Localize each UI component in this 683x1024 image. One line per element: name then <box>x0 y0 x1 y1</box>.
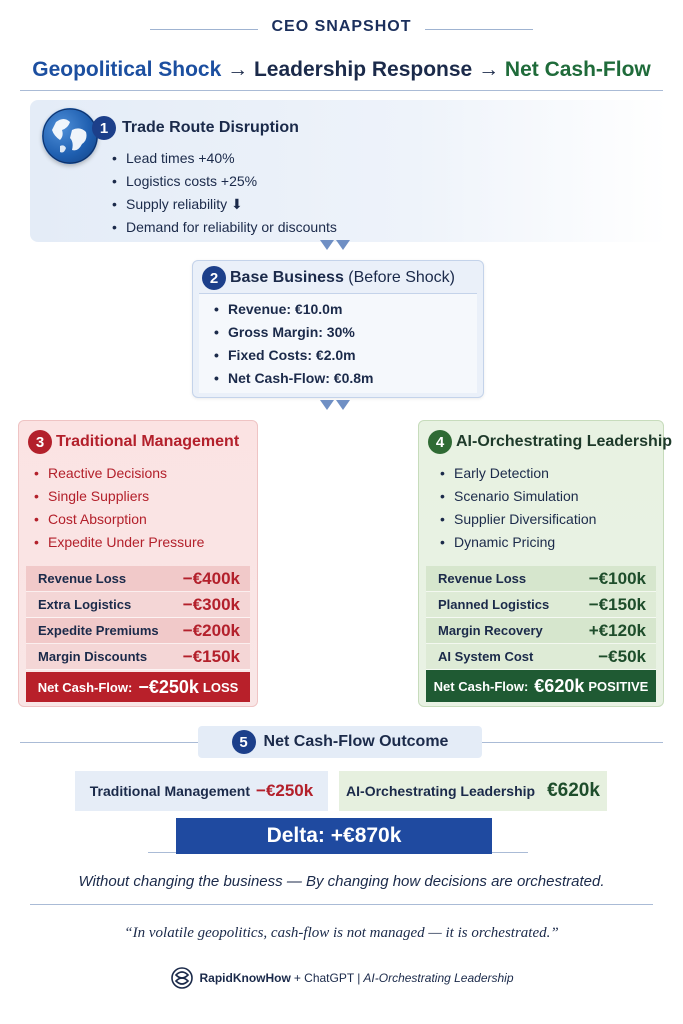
headline-part-shock: Geopolitical Shock <box>32 58 222 81</box>
section-2-title <box>202 266 455 290</box>
outcome-ai <box>339 771 607 811</box>
base-business-list <box>212 298 373 390</box>
outcome-label: Traditional Management <box>89 783 251 799</box>
row-value: −€200k <box>182 620 240 640</box>
step-number-badge: 1 <box>92 116 116 140</box>
list-item: • Expedite Under Pressure <box>32 531 204 554</box>
page-headline <box>0 58 683 82</box>
table-row <box>426 644 656 670</box>
list-item: • Early Detection <box>438 462 596 485</box>
row-label: Expedite Premiums <box>38 623 159 638</box>
quote-rule <box>30 904 653 905</box>
headline-part-cashflow: Net Cash-Flow <box>504 58 651 81</box>
table-row <box>426 566 656 592</box>
row-label: Revenue Loss <box>38 571 127 586</box>
row-label: Margin Discounts <box>38 649 148 664</box>
table-row <box>426 618 656 644</box>
list-item: • Scenario Simulation <box>438 485 596 508</box>
row-value: −€150k <box>588 594 646 614</box>
row-value: −€300k <box>182 594 240 614</box>
list-item: • Demand for reliability or discounts <box>110 216 337 239</box>
table-row <box>26 618 250 644</box>
outcome-rule-right <box>482 742 663 743</box>
footer-plus: + ChatGPT | <box>293 971 361 985</box>
footer <box>0 966 683 990</box>
row-label: Planned Logistics <box>438 597 550 612</box>
section-1-title-text: Trade Route Disruption <box>122 119 299 137</box>
step-number-badge: 5 <box>232 730 256 754</box>
outcome-value: €620k <box>547 780 600 801</box>
footer-brand: RapidKnowHow <box>199 971 291 985</box>
list-item: • Reactive Decisions <box>32 462 204 485</box>
table-row <box>26 592 250 618</box>
outcome-rule-left <box>20 742 198 743</box>
tagline: Without changing the business — By changing how decisions are orchestrated. <box>78 873 605 890</box>
footer-tag: AI-Orchestrating Leadership <box>363 971 514 985</box>
list-item: • Single Suppliers <box>32 485 204 508</box>
row-label: Margin Recovery <box>438 623 543 638</box>
list-item: • Net Cash-Flow: €0.8m <box>212 367 373 390</box>
closing-quote: “In volatile geopolitics, cash-flow is not managed — it is orchestrated.” <box>124 925 559 941</box>
headline-arrow-icon: → <box>227 58 249 81</box>
section-3-title <box>28 430 239 454</box>
step-number-badge: 3 <box>28 430 52 454</box>
list-item: • Lead times +40% <box>110 147 337 170</box>
section-4-title <box>428 430 672 454</box>
section-1-title <box>92 116 299 140</box>
section-3-title-text: Traditional Management <box>56 433 240 451</box>
globe-icon <box>42 108 98 164</box>
list-item: • Dynamic Pricing <box>438 531 596 554</box>
list-item: • Cost Absorption <box>32 508 204 531</box>
disruption-list <box>110 147 337 239</box>
row-value: −€400k <box>182 568 240 588</box>
outcome-value: −€250k <box>256 781 314 800</box>
step-number-badge: 2 <box>202 266 226 290</box>
ai-net-cashflow <box>426 670 656 702</box>
section-4-title-text: AI-Orchestrating Leadership <box>456 433 673 451</box>
flow-chevron-icon <box>318 240 352 252</box>
list-item: • Supply reliability ⬇ <box>110 193 337 216</box>
outcome-traditional <box>75 771 328 811</box>
traditional-net-cashflow <box>26 672 250 702</box>
knot-logo-icon <box>170 966 194 990</box>
section-2-title-rest: (Before Shock) <box>343 269 455 287</box>
table-row <box>26 644 250 670</box>
table-row <box>426 592 656 618</box>
net-label: Net Cash-Flow: <box>433 678 529 694</box>
headline-rule <box>20 90 663 91</box>
list-item: • Fixed Costs: €2.0m <box>212 344 373 367</box>
net-tag: LOSS <box>202 679 239 695</box>
section-5-title <box>198 726 482 758</box>
row-value: +€120k <box>588 620 646 640</box>
ai-impact-table <box>426 566 656 670</box>
row-label: Extra Logistics <box>38 597 132 612</box>
page-kicker: CEO SNAPSHOT <box>271 18 412 35</box>
traditional-approach-list <box>32 462 204 554</box>
step-number-badge: 4 <box>428 430 452 454</box>
outcome-label: AI-Orchestrating Leadership <box>346 783 536 799</box>
row-value: −€150k <box>182 646 240 666</box>
net-tag: POSITIVE <box>588 678 649 694</box>
row-value: −€100k <box>588 568 646 588</box>
net-value: −€250k <box>138 676 199 697</box>
headline-part-response: Leadership Response <box>253 58 473 81</box>
ai-approach-list <box>438 462 596 554</box>
traditional-impact-table <box>26 566 250 670</box>
flow-chevron-icon <box>318 400 352 412</box>
list-item: • Gross Margin: 30% <box>212 321 373 344</box>
row-value: −€50k <box>598 646 646 666</box>
net-value: €620k <box>534 675 585 696</box>
list-item: • Revenue: €10.0m <box>212 298 373 321</box>
section-2-title-bold: Base Business <box>230 269 344 287</box>
section-5-title-text: Net Cash-Flow Outcome <box>263 733 449 750</box>
row-label: Revenue Loss <box>438 571 527 586</box>
net-label: Net Cash-Flow: <box>37 679 133 695</box>
row-label: AI System Cost <box>438 649 534 664</box>
delta-banner: Delta: +€870k <box>176 818 492 854</box>
table-row <box>26 566 250 592</box>
headline-arrow-icon: → <box>478 58 500 81</box>
list-item: • Logistics costs +25% <box>110 170 337 193</box>
list-item: • Supplier Diversification <box>438 508 596 531</box>
